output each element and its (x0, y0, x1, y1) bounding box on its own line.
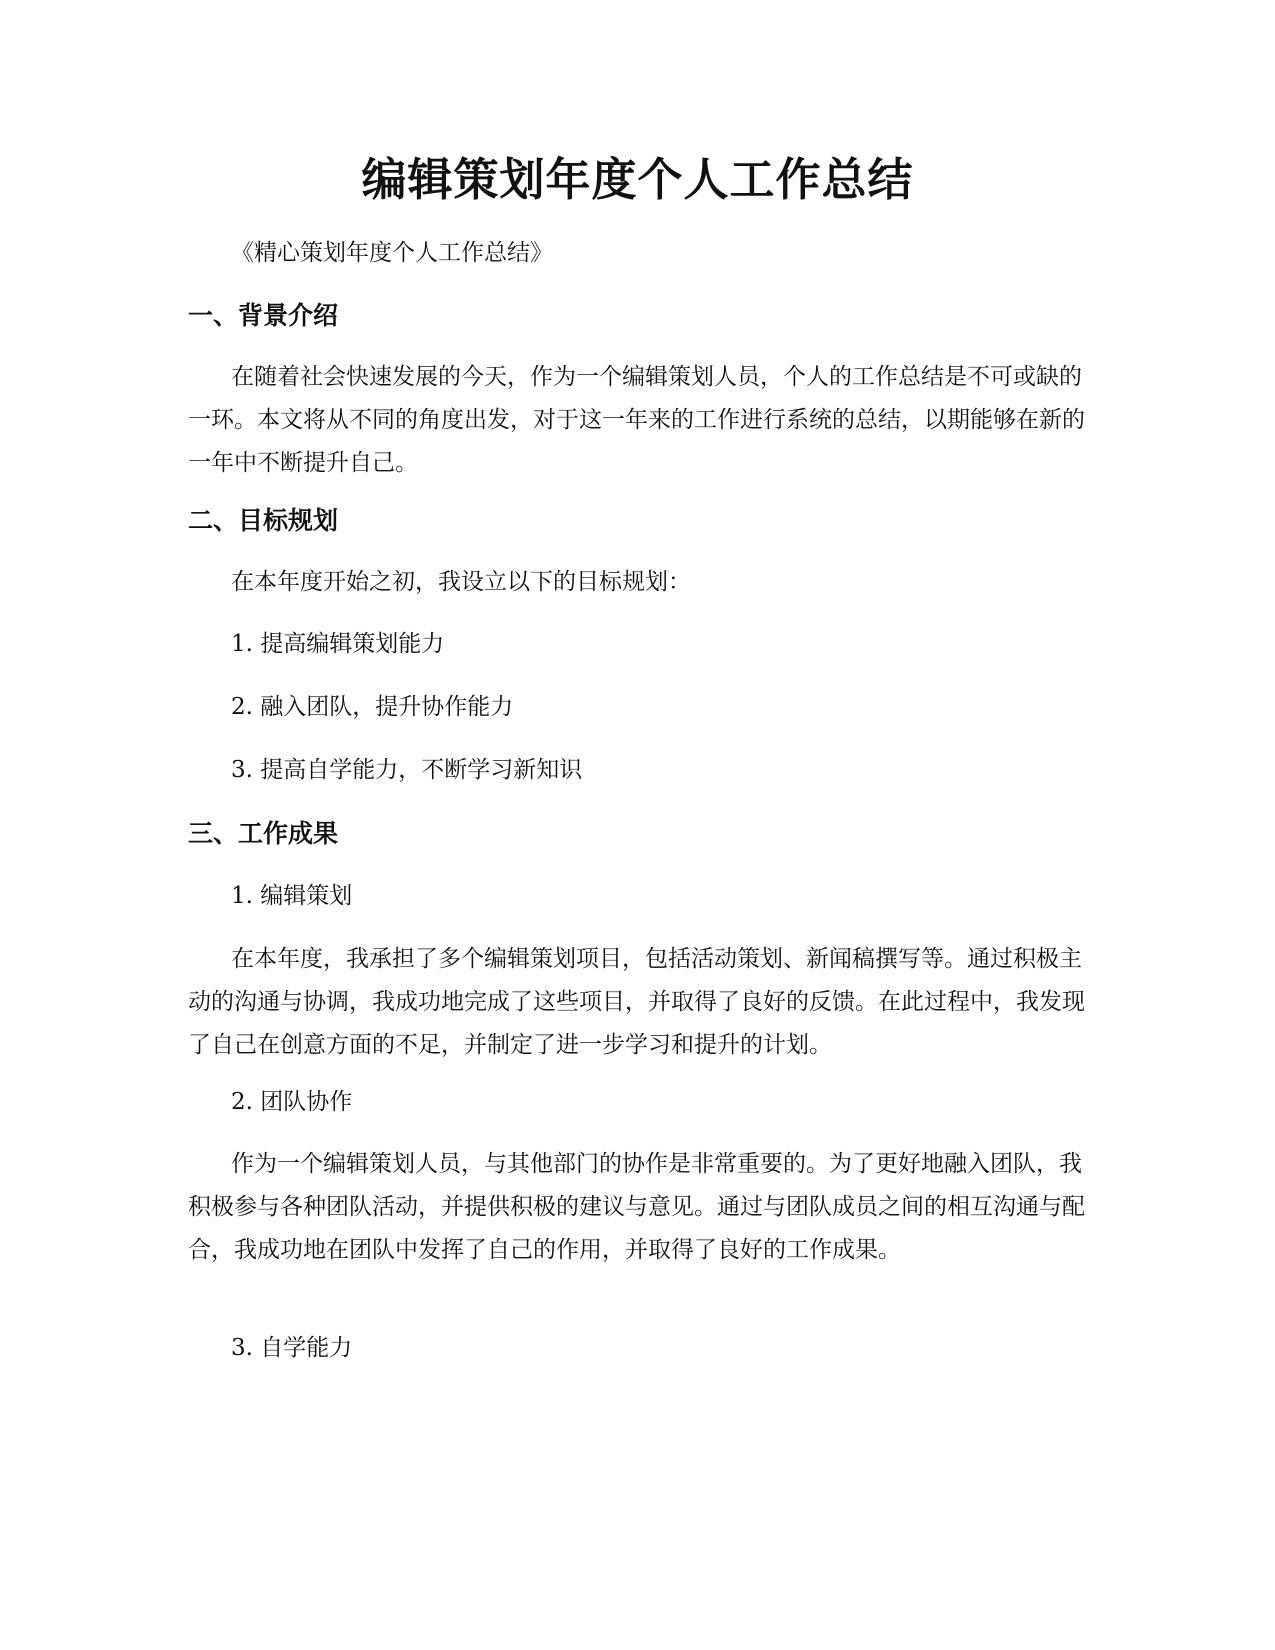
page-title: 编辑策划年度个人工作总结 (361, 153, 914, 206)
background-paragraph: 在随着社会快速发展的今天，作为一个编辑策划人员，个人的工作总结是不可或缺的一环。本文将从不同的角度出发，对于这一年来的工作进行系统的总结，以期能够在新的一年中不断提升自己。 (188, 364, 1085, 476)
goal-item: 3. 提高自学能力，不断学习新知识 (231, 757, 583, 783)
subsection-label-self-learning: 3. 自学能力 (231, 1335, 353, 1361)
section-heading-background: 一、背景介绍 (188, 301, 339, 330)
goal-item: 2. 融入团队，提升协作能力 (231, 694, 514, 720)
goals-intro: 在本年度开始之初，我设立以下的目标规划： (231, 569, 691, 595)
editing-paragraph: 在本年度，我承担了多个编辑策划项目，包括活动策划、新闻稿撰写等。通过积极主动的沟通与协调，我成功地完成了这些项目，并取得了良好的反馈。在此过程中，我发现了自己在创意方面的不足，并制定了进一步学习和提升的计划。 (188, 946, 1085, 1058)
subsection-label-teamwork: 2. 团队协作 (231, 1089, 353, 1115)
document-subtitle: 《精心策划年度个人工作总结》 (231, 240, 553, 266)
section-heading-results: 三、工作成果 (188, 819, 339, 848)
section-heading-goals: 二、目标规划 (188, 506, 339, 535)
goal-item: 1. 提高编辑策划能力 (231, 631, 445, 657)
teamwork-paragraph: 作为一个编辑策划人员，与其他部门的协作是非常重要的。为了更好地融入团队，我积极参与各种团队活动，并提供积极的建议与意见。通过与团队成员之间的相互沟通与配合，我成功地在团队中发挥了自己的作用，并取得了良好的工作成果。 (188, 1151, 1085, 1263)
subsection-label-editing: 1. 编辑策划 (231, 883, 353, 909)
